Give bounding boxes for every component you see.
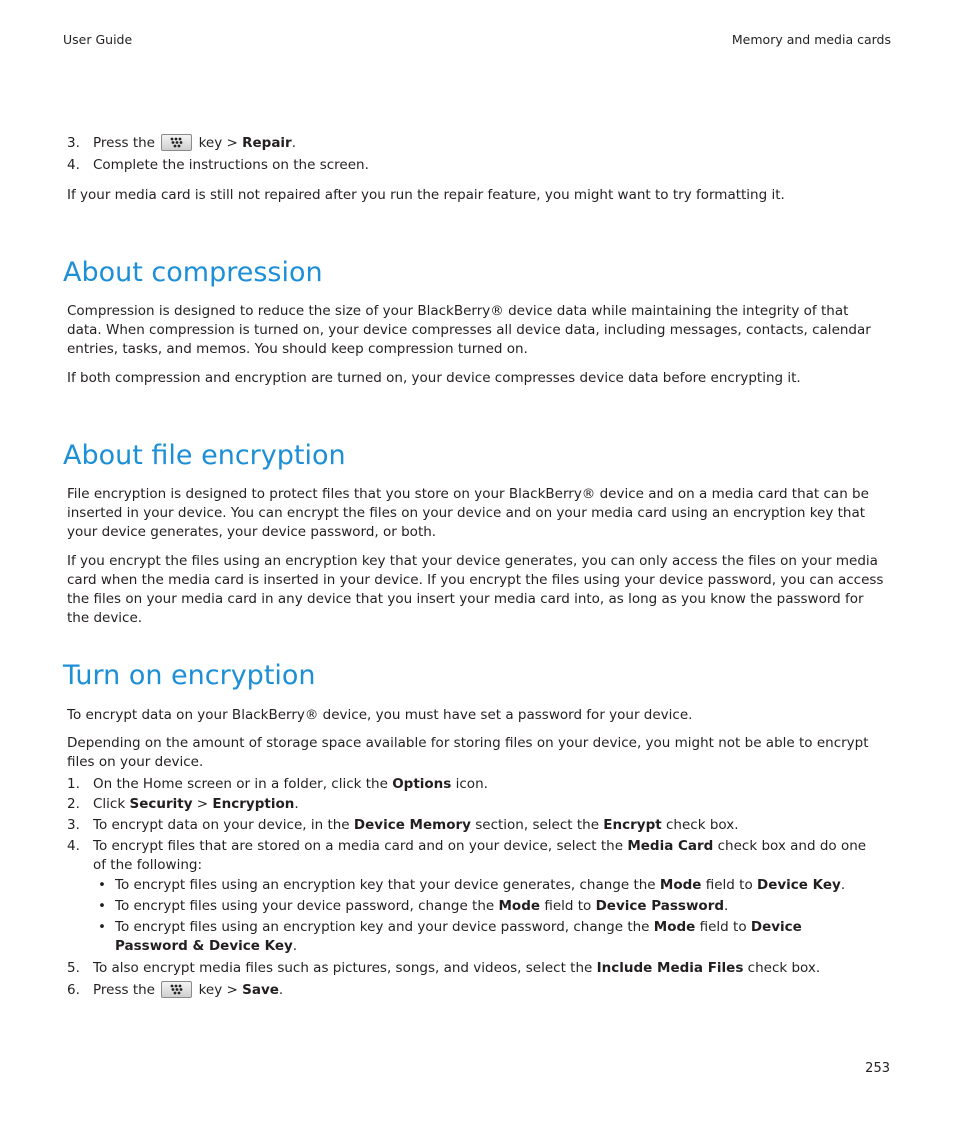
step-security: Click Security > Encryption. [93,796,299,812]
bullet: • [98,877,106,893]
step-number: 2. [67,796,80,812]
compression-paragraph-1: Compression is designed to reduce the size of your BlackBerry® device data while maintaining the integrity of that data. When compression is turned on, your device compresses all device data, including messages, contacts, calendar entries, tasks, and memos. You should keep compression turned on. [67,303,871,357]
blackberry-menu-key-icon [161,981,192,998]
running-header-left: User Guide [63,32,133,47]
step-number: 3. [67,135,80,151]
step-number: 3. [67,817,80,833]
heading-turn-on-encryption: Turn on encryption [63,660,316,691]
bullet-password-and-key: To encrypt files using an encryption key and your device password, change the Mode field to Device Password & Device Key. [115,919,802,954]
heading-about-file-encryption: About file encryption [63,440,346,471]
step-device-memory: To encrypt data on your device, in the Device Memory section, select the Encrypt check box. [93,817,739,833]
compression-paragraph-2: If both compression and encryption are turned on, your device compresses device data before encrypting it. [67,370,801,386]
bullet-device-password: To encrypt files using your device password, change the Mode field to Device Password. [115,898,729,914]
heading-about-compression: About compression [63,257,323,288]
step-number: 6. [67,982,80,998]
step-number: 4. [67,157,80,173]
file-encryption-paragraph-2: If you encrypt the files using an encryption key that your device generates, you can only access the files on your media card when the media card is inserted in your device. If you encrypt the files using your device password, you can access the files on your media card in any device that you insert your media card into, as long as you know the password for the device. [67,553,884,626]
running-header-right: Memory and media cards [731,32,891,47]
bullet: • [98,919,106,935]
step-number: 4. [67,838,80,854]
step-options: On the Home screen or in a folder, click the Options icon. [93,776,488,792]
step-include-media: To also encrypt media files such as pictures, songs, and videos, select the Include Media Files check box. [93,960,821,976]
step-media-card: To encrypt files that are stored on a media card and on your device, select the Media Card check box and do one of the following: [93,838,867,873]
step-save: Press the key > Save. [93,982,284,998]
repair-note: If your media card is still not repaired after you run the repair feature, you might want to try formatting it. [67,187,785,203]
bullet-device-key: To encrypt files using an encryption key that your device generates, change the Mode field to Device Key. [115,877,846,893]
step-instructions: Complete the instructions on the screen. [93,157,369,173]
step-number: 5. [67,960,80,976]
turn-on-paragraph-2: Depending on the amount of storage space available for storing files on your device, you might not be able to encrypt files on your device. [67,735,869,770]
step-number: 1. [67,776,80,792]
step-repair: Press the key > Repair. [93,135,297,151]
turn-on-paragraph-1: To encrypt data on your BlackBerry® device, you must have set a password for your device. [67,707,693,723]
blackberry-menu-key-icon [161,134,192,151]
file-encryption-paragraph-1: File encryption is designed to protect files that you store on your BlackBerry® device and on a media card that can be inserted in your device. You can encrypt the files on your device and on your media card using an encryption key that your device generates, your device password, or both. [67,486,869,540]
page-number: 253 [865,1061,890,1076]
bullet: • [98,898,106,914]
